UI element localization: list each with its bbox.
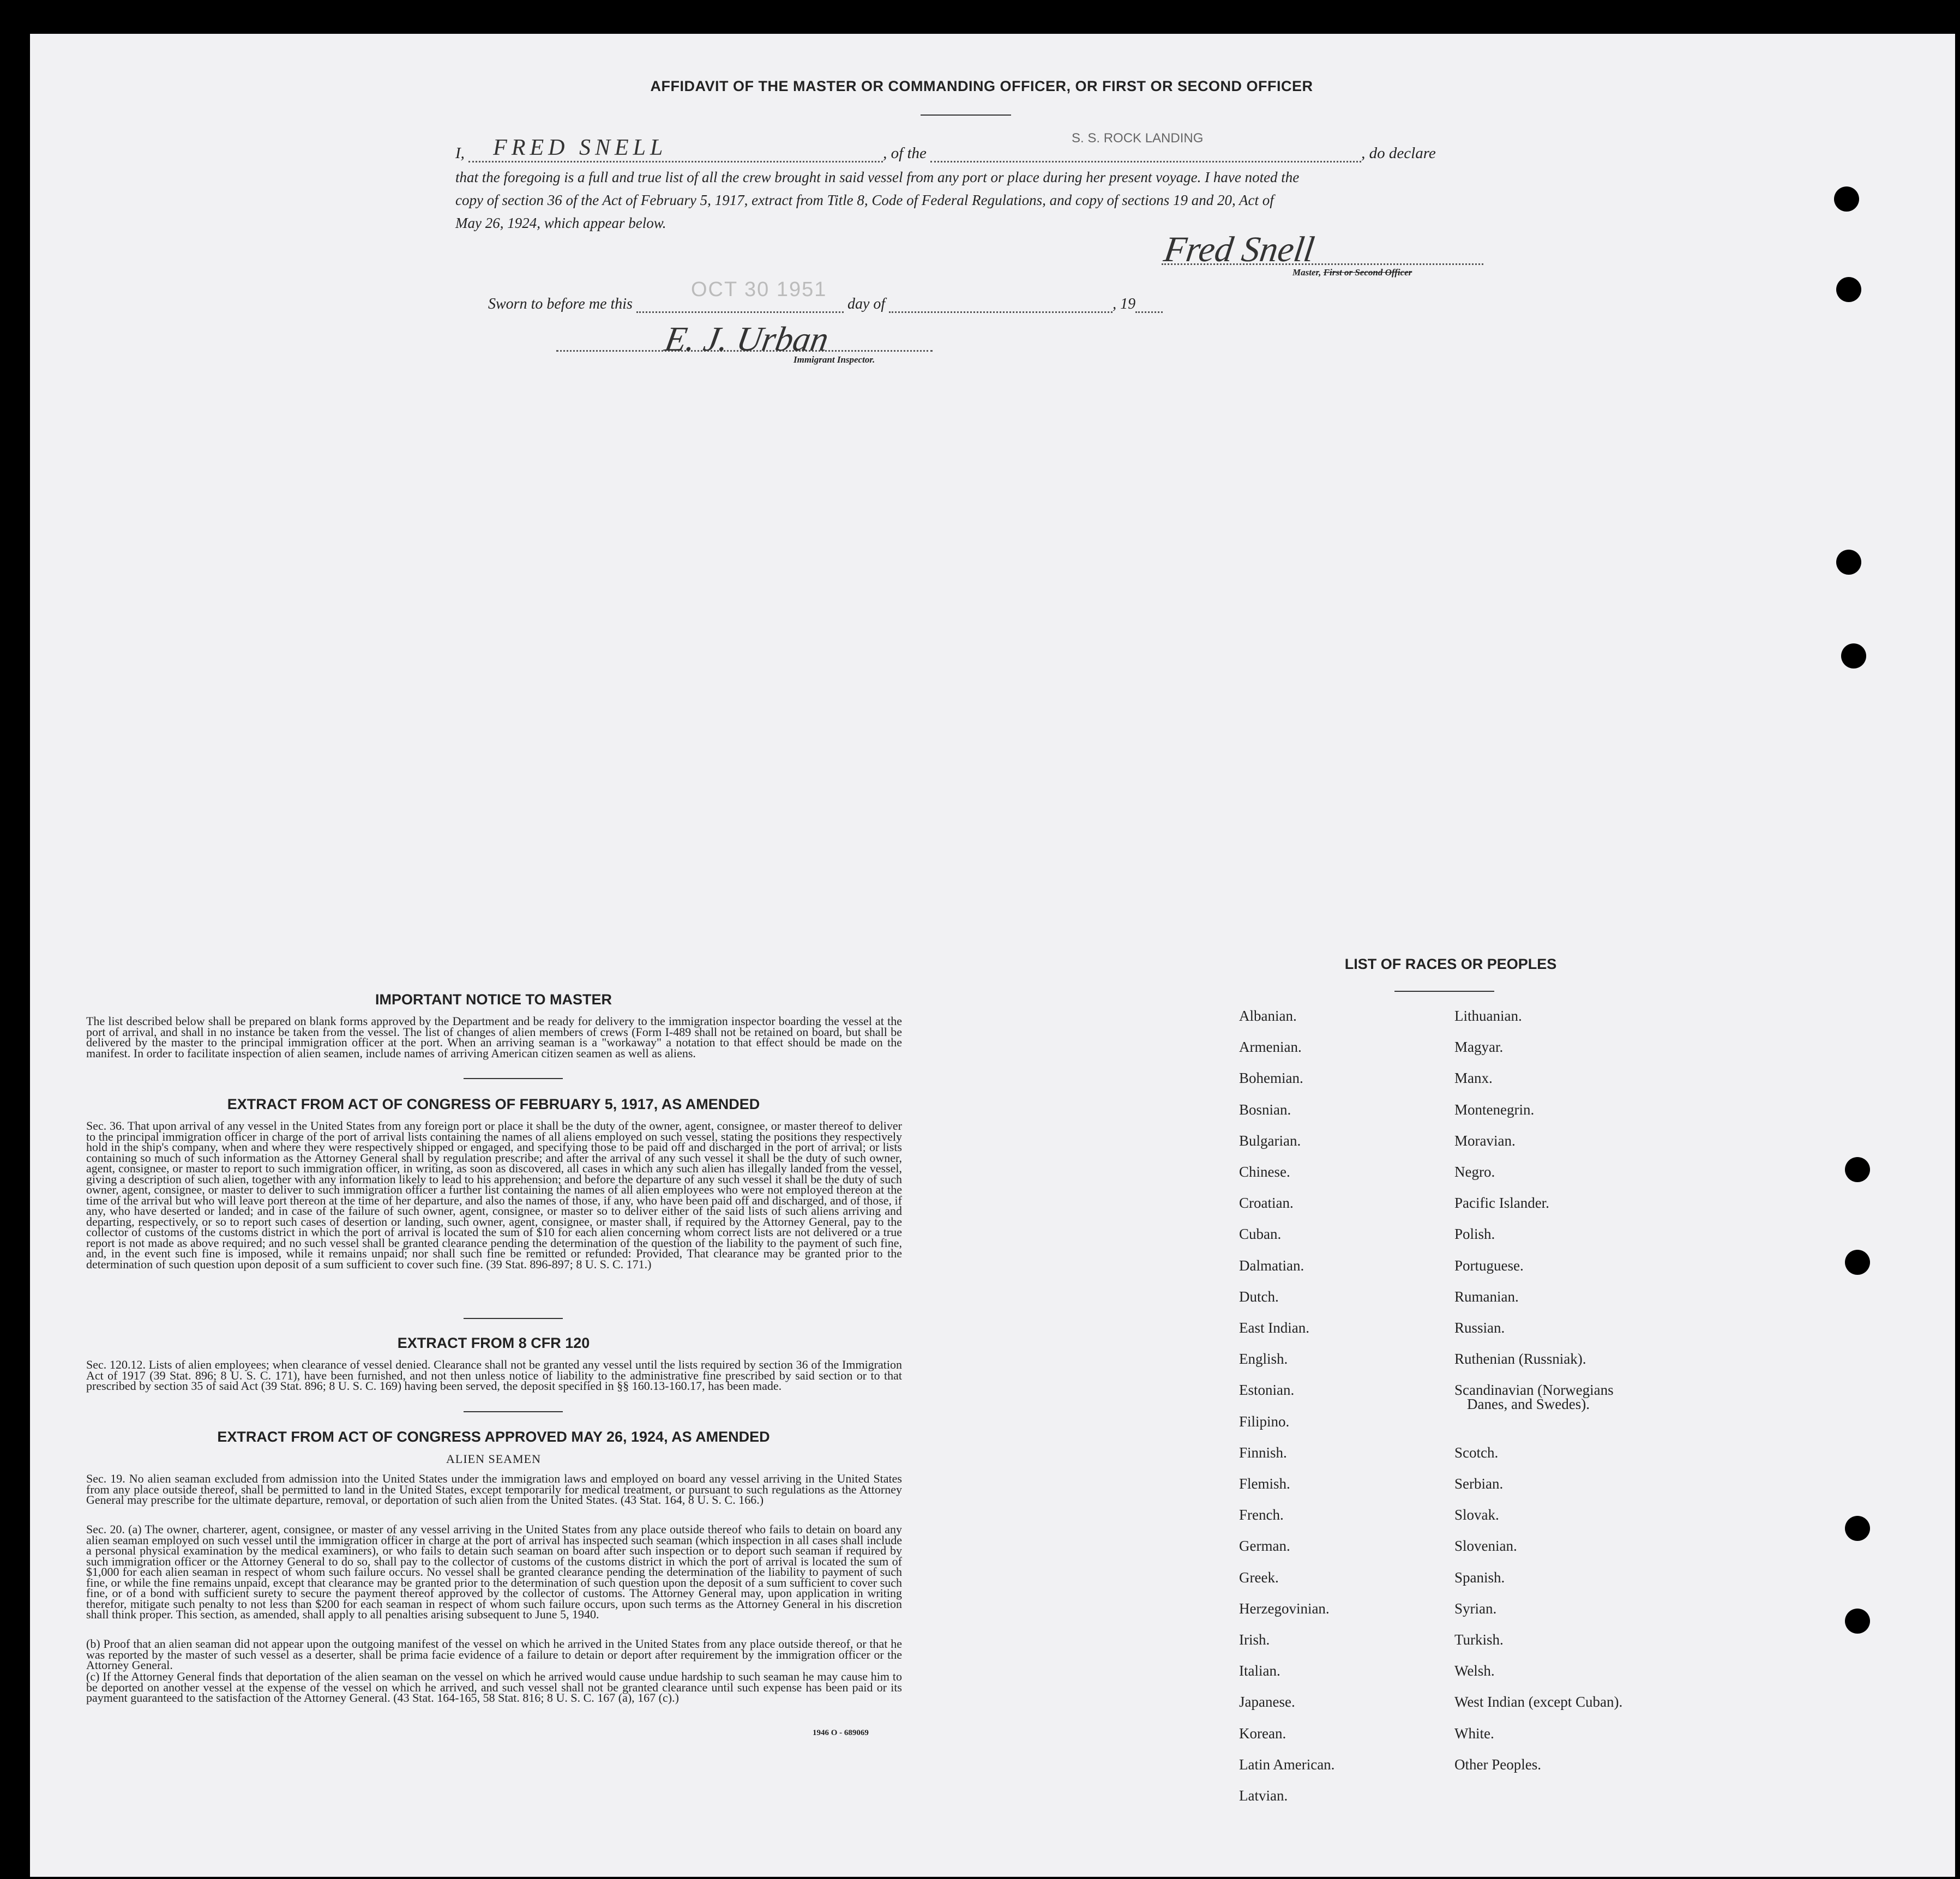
declaration-line-4: May 26, 1924, which appear below.	[455, 215, 666, 231]
race-item: Magyar.	[1454, 1039, 1504, 1056]
race-item: Bulgarian.	[1239, 1132, 1301, 1149]
race-item: Ruthenian (Russniak).	[1454, 1351, 1586, 1368]
divider-1	[464, 1078, 563, 1079]
race-item: Serbian.	[1454, 1476, 1504, 1492]
race-item: Moravian.	[1454, 1132, 1516, 1149]
races-title: LIST OF RACES OR PEOPLES	[1344, 956, 1557, 972]
declaration-line-2: that the foregoing is a full and true list of all the crew brought in said vessel from any port or place during her present voyage. I have noted the	[455, 169, 1300, 185]
race-item: Irish.	[1239, 1631, 1270, 1648]
vessel-name: S. S. ROCK LANDING	[1072, 131, 1204, 146]
race-item: Danes, and Swedes).	[1467, 1396, 1590, 1413]
race-item: Lithuanian.	[1454, 1008, 1522, 1024]
extract-1924-sec20c: (c) If the Attorney General finds that deportation of the alien seaman on the vessel on which he arrived would cause undue hardship to such seaman he may cause him to be deported on another vessel at the expense of the vessel on which he arrived, and such vessel shall not be granted clearance until such expense has been paid or its payment guaranteed to the satisfaction of the Attorney General. (43 Stat. 164-165, 58 Stat. 816; 8 U. S. C. 167 (a), 167 (c).)	[86, 1670, 902, 1705]
race-item: German.	[1239, 1538, 1290, 1555]
year-label: , 19	[1113, 296, 1136, 312]
master-caption-struck: First or Second Officer	[1323, 267, 1412, 278]
race-item: Herzegovinian.	[1239, 1600, 1330, 1617]
divider-2	[464, 1318, 563, 1319]
of-the-label: , of the	[883, 144, 927, 162]
vessel-field	[930, 146, 1361, 162]
race-item: Flemish.	[1239, 1476, 1290, 1492]
print-code: 1946 O - 689069	[813, 1729, 869, 1737]
sworn-line	[488, 278, 1163, 313]
extract-1917-text: Sec. 36. That upon arrival of any vessel in the United States from any foreign port or place it shall be the duty of the owner, agent, consignee, or master thereof to deliver to the principal immigration officer in charge of the port of arrival lists containing the names of all aliens employed on such vessel, stating the positions they respectively hold in the ship's company, when and where they were respectively shipped or engaged, and specifying those to be paid off and discharged in the port of arrival; or lists containing so much of such information as the Attorney General shall by regulation prescribe; and after the arrival of any such vessel it shall be the duty of such owner, agent, consignee, or master to report to such immigration officer, in writing, as soon as discovered, all cases in which any such alien has illegally landed from the vessel, giving a description of such alien, together with any information likely to lead to his apprehension; and before the departure of any such vessel it shall be the duty of such owner, agent, consignee, or master to deliver to such immigration officer a further list containing the names of all alien employees who were not employed thereon at the time of the arrival but who will leave port thereon at the time of her departure, and also the names of those, if any, who have been paid off and discharged, and of those, if any, who have deserted or landed; and in case of the failure of such owner, agent, consignee, or master so to deliver either of the said lists of such aliens arriving and departing, respectively, or so to report such cases of desertion or landing, such owner, agent, consignee, or master shall, if required by the Attorney General, pay to the collector of customs of the customs district in which the port of arrival is located the sum of $10 for each alien concerning whom correct lists are not delivered or a true report is not made as above required; and no such vessel shall be granted clearance pending the determination of the question of the liability to the payment of such fine, and, in the event such fine is imposed, while it remains unpaid; nor shall such fine be remitted or refunded: Provided, That clearance may be granted prior to the determination of such question upon deposit of a sum sufficient to cover such fine. (39 Stat. 896-897; 8 U. S. C. 171.)	[86, 1119, 902, 1271]
extract-1924-sec20a: Sec. 20. (a) The owner, charterer, agent, consignee, or master of any vessel arriving in the United States from any place outside thereof who fails to detain on board any alien seaman employed on such vessel until the immigration officer in charge at the port of arrival has inspected such seaman (which inspection in all cases shall include a personal physical examination by the medical examiners), or who fails to detain such seaman on board after such inspection or to deport such seaman if required by such immigration officer or the Attorney General to do so, shall pay to the collector of customs of the customs district in which the port of arrival is located the sum of $1,000 for each alien seaman in respect of whom such failure occurs. No vessel shall be granted clearance pending the determination of the liability to payment of such fine, or while the fine remains unpaid, except that clearance may be granted prior to the determination of such question upon the deposit of a sum sufficient to cover such fine, or of a bond with sufficient surety to secure the payment thereof approved by the collector of customs. The Attorney General may, upon application in writing therefor, mitigate such penalty to not less than $200 for each seaman in respect of whom such failure occurs, upon such terms as the Attorney General in his discretion shall think proper. This section, as amended, shall apply to all penalties arising subsequent to June 5, 1940.	[86, 1522, 902, 1621]
race-item: Other Peoples.	[1454, 1756, 1541, 1773]
race-item: Bohemian.	[1239, 1070, 1303, 1087]
race-item: French.	[1239, 1507, 1284, 1523]
race-item: Latvian.	[1239, 1787, 1288, 1804]
sworn-day-field	[636, 278, 844, 313]
inspector-signature: E. J. Urban	[662, 320, 832, 358]
master-caption-prefix: Master,	[1292, 267, 1321, 278]
race-item: Armenian.	[1239, 1039, 1302, 1056]
extract-1924-sec20b: (b) Proof that an alien seaman did not appear upon the outgoing manifest of the vessel on which he arrived in the United States from any place outside thereof, or that he was reported by the master of such vessel as a deserter, shall be prima facie evidence of a failure to detain or deport after requirement by the immigration officer or the Attorney General.	[86, 1637, 902, 1672]
race-item: Pacific Islander.	[1454, 1195, 1549, 1212]
race-item: Greek.	[1239, 1569, 1279, 1586]
sworn-month-field	[889, 297, 1113, 313]
notice-text: The list described below shall be prepared on blank forms approved by the Department and be ready for delivery to the immigration inspector boarding the vessel at the port of arrival, and shall in no instance be taken from the vessel. The list of changes of alien members of crews (Form I-489 shall not be retained on board, but shall be delivered by the master to the principal immigration officer at the port. When an arriving seaman is a "workaway" a notation to that effect should be made on the manifest. In order to facilitate inspection of alien seamen, include names of arriving American citizen seamen as well as aliens.	[86, 1014, 902, 1060]
sworn-year-field	[1135, 297, 1163, 313]
race-item: Dutch.	[1239, 1288, 1279, 1305]
punch-hole	[1841, 643, 1866, 669]
race-item: White.	[1454, 1725, 1494, 1742]
punch-hole	[1845, 1516, 1870, 1541]
race-item: Montenegrin.	[1454, 1101, 1535, 1118]
race-item: Slovenian.	[1454, 1538, 1517, 1555]
race-item: Chinese.	[1239, 1164, 1290, 1180]
inspector-caption: Immigrant Inspector.	[793, 354, 875, 365]
race-item: Korean.	[1239, 1725, 1286, 1742]
punch-hole	[1836, 550, 1861, 575]
race-item: Albanian.	[1239, 1008, 1297, 1024]
race-item: West Indian (except Cuban).	[1454, 1694, 1623, 1711]
race-item: Latin American.	[1239, 1756, 1335, 1773]
race-item: Finnish.	[1239, 1444, 1287, 1461]
master-name: FRED SNELL	[493, 135, 668, 160]
punch-hole	[1845, 1157, 1870, 1182]
date-stamp: OCT 30 1951	[690, 278, 827, 301]
race-item: Japanese.	[1239, 1694, 1295, 1711]
master-signature: Fred Snell	[1161, 230, 1317, 269]
master-caption	[1292, 267, 1412, 278]
race-item: Scotch.	[1454, 1444, 1499, 1461]
title-rule	[921, 115, 1011, 116]
extract-1924-sec19: Sec. 19. No alien seaman excluded from admission into the United States under the immigration laws and employed on board any vessel arriving in the United States from any place outside thereof, shall be permitted to land in the United States, except temporarily for medical treatment, or pursuant to such regulations as the Attorney General may prescribe for the ultimate departure, removal, or deportation of such alien from the United States. (43 Stat. 164, 8 U. S. C. 166.)	[86, 1472, 902, 1507]
extract-1924-subtitle: ALIEN SEAMEN	[446, 1452, 541, 1466]
race-item: Russian.	[1454, 1320, 1505, 1336]
affidavit-title: AFFIDAVIT OF THE MASTER OR COMMANDING OFFICER, OR FIRST OR SECOND OFFICER	[650, 78, 1313, 94]
race-item: Croatian.	[1239, 1195, 1294, 1212]
race-item: Estonian.	[1239, 1382, 1295, 1399]
punch-hole	[1845, 1250, 1870, 1275]
extract-1917-title: EXTRACT FROM ACT OF CONGRESS OF FEBRUARY 5, 1917, AS AMENDED	[227, 1096, 760, 1112]
race-item: Bosnian.	[1239, 1101, 1291, 1118]
race-item: East Indian.	[1239, 1320, 1309, 1336]
punch-hole	[1834, 186, 1859, 212]
race-item: Welsh.	[1454, 1663, 1495, 1679]
extract-1924-title: EXTRACT FROM ACT OF CONGRESS APPROVED MAY 26, 1924, AS AMENDED	[217, 1429, 770, 1445]
race-item: English.	[1239, 1351, 1288, 1368]
extract-cfr-text: Sec. 120.12. Lists of alien employees; when clearance of vessel denied. Clearance shall not be granted any vessel until the lists required by section 36 of the Immigration Act of 1917 (39 Stat. 896; 8 U. S. C. 171), have been furnished, and not then unless notice of liability to the administrative fine prescribed by said section or to that prescribed by section 35 of said Act (39 Stat. 896; 8 U. S. C. 169) having been served, the deposit specified in §§ 160.13-160.17, has been made.	[86, 1358, 902, 1393]
race-item: Filipino.	[1239, 1413, 1290, 1430]
race-item: Slovak.	[1454, 1507, 1499, 1523]
race-item: Portuguese.	[1454, 1257, 1524, 1274]
name-field	[468, 135, 883, 162]
declaration-line-3: copy of section 36 of the Act of February 5, 1917, extract from Title 8, Code of Federal Regulations, and copy of sections 19 and 20, Act of	[455, 192, 1274, 208]
i-label: I,	[455, 144, 465, 162]
race-item: Dalmatian.	[1239, 1257, 1304, 1274]
divider-3	[464, 1411, 563, 1412]
punch-hole	[1845, 1609, 1870, 1634]
race-item: Cuban.	[1239, 1226, 1282, 1243]
punch-hole	[1836, 277, 1861, 302]
race-item: Syrian.	[1454, 1600, 1497, 1617]
race-item: Scandinavian (Norwegians	[1454, 1382, 1614, 1399]
race-item: Turkish.	[1454, 1631, 1504, 1648]
race-item: Rumanian.	[1454, 1288, 1519, 1305]
race-item: Spanish.	[1454, 1569, 1505, 1586]
notice-title: IMPORTANT NOTICE TO MASTER	[375, 991, 612, 1008]
do-declare-label: , do declare	[1361, 144, 1436, 162]
race-item: Negro.	[1454, 1164, 1495, 1180]
extract-cfr-title: EXTRACT FROM 8 CFR 120	[397, 1335, 590, 1351]
day-of-label: day of	[847, 296, 886, 312]
race-item: Manx.	[1454, 1070, 1493, 1087]
race-item: Polish.	[1454, 1226, 1495, 1243]
races-rule	[1394, 991, 1494, 992]
sworn-label: Sworn to before me this	[488, 296, 633, 312]
race-item: Italian.	[1239, 1663, 1280, 1679]
